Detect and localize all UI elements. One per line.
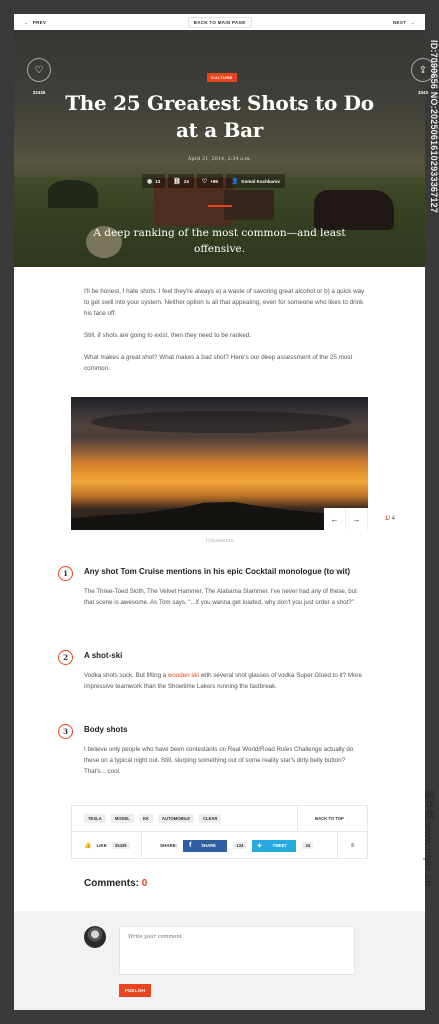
menu-icon: ≡ [350,842,355,849]
prev-button[interactable] [24,20,46,25]
facebook-share-button[interactable] [183,840,227,852]
more-share-button[interactable] [337,832,367,859]
next-button[interactable] [393,20,415,25]
gallery-total: / 4 [388,516,395,522]
tag-automobile[interactable]: AUTOMOBILE [158,814,194,823]
like-button[interactable] [72,832,142,859]
accent-divider [208,205,232,207]
article-paragraph: I'll be honest, I hate shots. I feel they're always a) a waste of savoring great alcohol or b) a quick way to get swill into your system. Neither option is all that appealing, even for someone who likes to drink his face off. [84,288,365,317]
list-item [58,724,368,777]
watermark-site: 昵享网 www.nipic.cn [422,790,433,887]
comment-input[interactable] [119,926,355,975]
share-section [142,840,337,852]
tag-kk[interactable]: KK [139,814,153,823]
heart-icon: ♡ [201,178,208,185]
author-name: Komol Kuchkarov [241,178,280,184]
image-cloud [91,411,351,433]
link-icon: ⛓ [173,178,181,185]
list-item-text: The Three-Toed Sloth, The Velvet Hammer, The Alabama Slammer. I've never had any of these, but that scene is awesome. As Tom says, "...if you wanna get loaded, why don't you just order a shot?" [84,588,357,606]
tag-list [72,814,297,823]
author-meta[interactable] [226,174,285,188]
comments-heading [84,878,147,889]
arrow-left-icon: ← [24,19,29,25]
page-title: The 25 Greatest Shots to Do at a Bar [65,91,374,142]
tag-clear[interactable]: CLEAR [199,814,221,823]
hero-like-count: 32435 [32,90,46,95]
list-item [58,650,368,692]
list-item-text-after: with several shot glasses of vodka Super Glued to it? More impressive teamwork than the Showtime Lakers running the fastbreak. [84,672,362,690]
comments-count: 0 [141,878,148,889]
post-meta [142,174,285,188]
list-item [58,566,368,608]
gallery-current: 1 [384,516,389,522]
list-item-title: A shot-ski [84,651,123,660]
list-item-text [84,670,368,692]
share-label: SHARE: [160,843,178,848]
thumbs-up-icon: 👍 [84,843,92,849]
arrow-right-icon: → [410,19,415,25]
list-item-title: Body shots [84,725,128,734]
next-label: NEXT [392,19,407,25]
heart-icon: ♡ [34,64,44,76]
avatar [84,926,106,948]
hero-share-count: 3343 [417,90,428,95]
like-count: 32435 [112,842,130,849]
back-to-top-button[interactable] [297,806,367,831]
list-item-text: I believe only people who have been contestants on Real World/Road Rules Challenge actually do these on a typical night out. Still, slurping something out of some reality star's dirty belly button? That's... cool. [84,746,354,775]
post-date: April 21, 2014, 2:34 a.m. [187,156,252,162]
arrow-left-icon: ← [330,514,339,524]
article-intro [84,286,368,385]
list-item-number: 2 [58,650,73,665]
views-count: 13 [155,178,161,184]
twitter-icon: ✦ [256,842,263,850]
views-meta [142,174,165,188]
user-icon: 👤 [230,178,239,185]
arrow-right-icon: → [352,514,361,524]
list-item-title: Any shot Tom Cruise mentions in his epic Cocktail monologue (to wit) [84,567,351,576]
watermark-id: ID:7090656 NO:20250616102933367127 [429,40,439,213]
like-circle-button[interactable] [27,58,51,82]
eye-icon: ◉ [147,178,153,185]
facebook-share-count: 134 [233,842,246,849]
twitter-share-count: 34 [302,842,313,849]
facebook-share-label: SHARE [201,843,216,848]
likes-meta[interactable] [197,174,223,188]
comments-title: Comments: [84,878,140,889]
like-label: LIKE [96,843,107,848]
gallery-controls [324,508,412,530]
back-to-main-label: BACK TO MAIN PAGE [193,19,246,25]
hero-section [14,30,428,267]
twitter-share-button[interactable] [252,840,296,852]
publish-button[interactable]: PUBLISH [119,984,151,997]
tag-model[interactable]: MODEL [111,814,134,823]
list-item-text-before: Vodka shots suck. But lifting a [84,672,168,679]
list-item-number: 1 [58,566,73,581]
gallery-next-button[interactable] [346,508,368,530]
category-badge[interactable]: CULTURE [207,73,237,82]
shares-meta [168,174,194,188]
hero-like-widget [27,58,51,95]
shares-count: 24 [183,178,189,184]
share-icon: ⇪ [418,64,428,76]
article-paragraph: Still, if shots are going to exist, then they need to be ranked. [84,332,251,339]
wooden-ski-link[interactable]: wooden ski [167,672,199,679]
facebook-icon: f [189,842,192,849]
back-to-main-button[interactable] [188,17,252,28]
likes-count: +89 [210,178,218,184]
gallery-prev-button[interactable] [324,508,346,530]
gallery-counter [368,508,412,530]
prev-label: PREV [32,19,47,25]
twitter-share-label: TWEET [272,843,288,848]
image-caption: Uzbekistan [205,538,234,544]
comment-form-area [14,911,425,1010]
hero-subtitle: A deep ranking of the most common—and least offensive. [93,227,346,255]
article-paragraph: What makes a great shot? What makes a bad shot? Here's our deep assessment of the 25 most common. [84,354,353,372]
back-to-top-label: BACK TO TOP [315,816,344,821]
list-item-number: 3 [58,724,73,739]
arrow-up-icon: ↑ [347,816,350,821]
tags-share-box [71,805,368,859]
tag-tesla[interactable]: TESLA [84,814,106,823]
top-navigation [14,14,425,30]
